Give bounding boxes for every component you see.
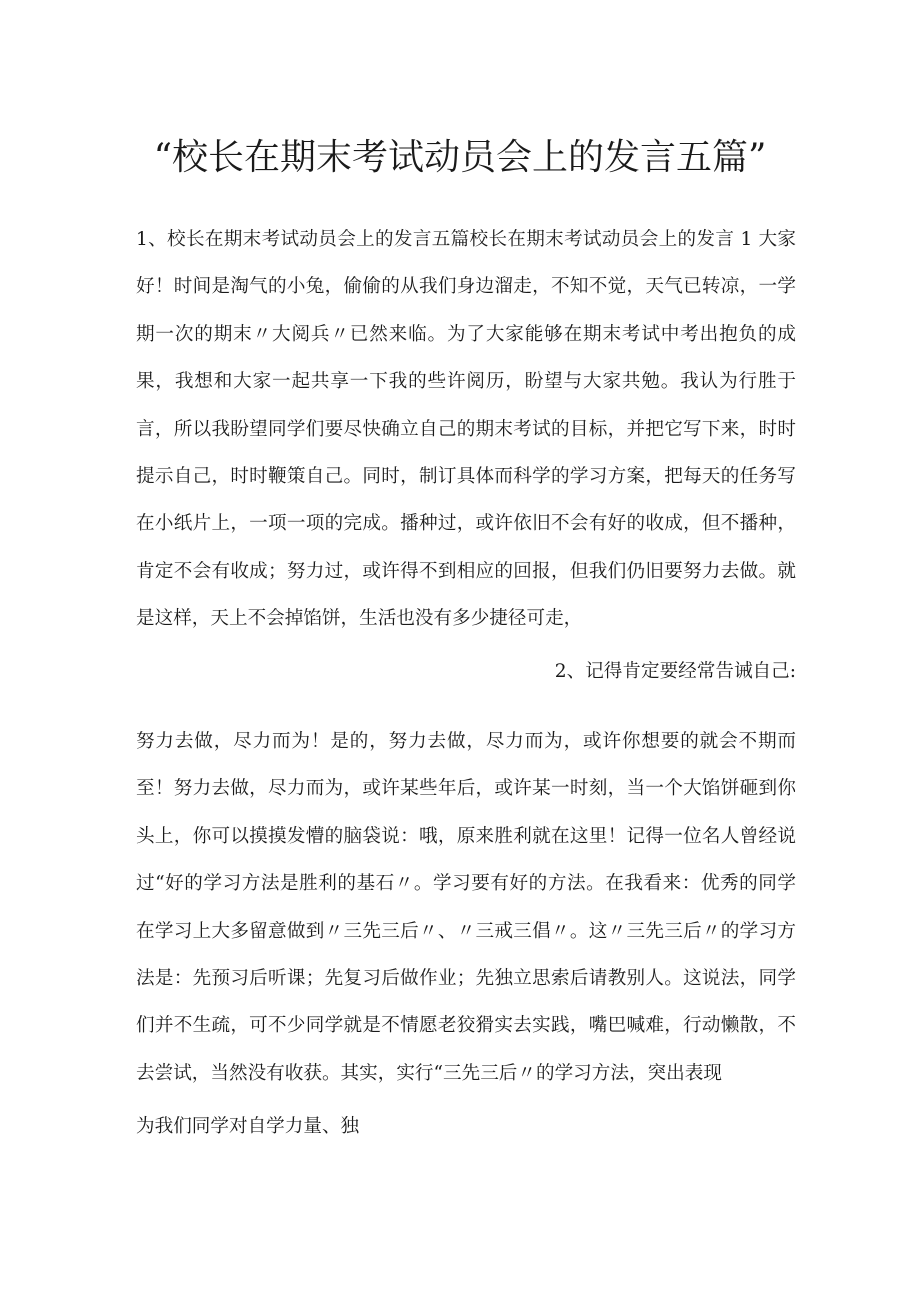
paragraph-2: 2、记得肯定要经常告诫自己: — [554, 661, 796, 682]
paragraph-1: 1、校长在期末考试动员会上的发言五篇校长在期末考试动员会上的发言 1 大家好！时间是淘气的小兔，偷偷的从我们身边溜走，不知不觉，天气已转凉，一学期一次的期末〃大阅兵〃已然来临。为了大家能够在期末考试中考出抱负的成果，我想和大家一起共享一下我的些许阅历，盼望与大家共勉。我认为行胜于言，所以我盼望同学们要尽快确立自己的期末考试的目标，并把它写下来，时时提示自己，时时鞭策自己。同时，制订具体而科学的学习方案，把每天的任务写在小纸片上，一项一项的完成。播种过，或许依旧不会有好的收成，但不播种，肯定不会有收成；努力过，或许得不到相应的回报，但我们仍旧要努力去做。就是这样，天上不会掉馅饼，生活也没有多少捷径可走， — [136, 229, 796, 630]
paragraph-4: 为我们同学对自学力量、独 — [136, 1116, 360, 1137]
paragraph-3: 努力去做，尽力而为！是的，努力去做，尽力而为，或许你想要的就会不期而至！努力去做，尽力而为，或许某些年后，或许某一时刻，当一个大馅饼砸到你头上，你可以摸摸发懵的脑袋说：哦，原来胜利就在这里！记得一位名人曾经说过“好的学习方法是胜利的基石〃。学习要有好的方法。在我看来：优秀的同学在学习上大多留意做到〃三先三后〃、〃三戒三倡〃。这〃三先三后〃的学习方法是：先预习后听课；先复习后做作业；先独立思索后请教别人。这说法，同学们并不生疏，可不少同学就是不情愿老狡猾实去实践，嘴巴喊难，行动懒散，不去尝试，当然没有收获。其实，实行“三先三后〃的学习方法，突出表现 — [136, 731, 796, 1084]
document-title: “校长在期末考试动员会上的发言五篇” — [153, 137, 767, 178]
